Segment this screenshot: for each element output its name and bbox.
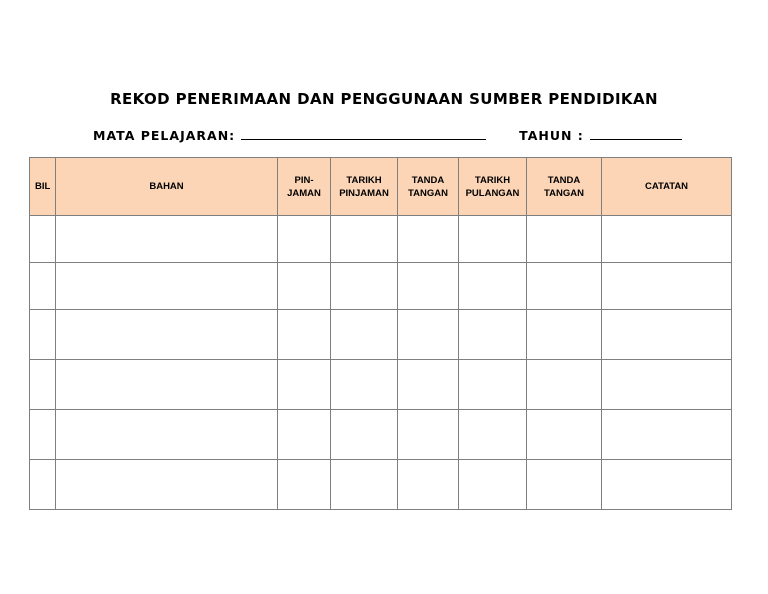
cell-tarikh-pinjaman[interactable] (331, 360, 398, 410)
header-bahan: BAHAN (56, 158, 278, 216)
table-row (30, 460, 732, 510)
cell-tanda-tangan-2[interactable] (527, 360, 602, 410)
cell-tanda-tangan-1[interactable] (398, 263, 459, 310)
table-row (30, 360, 732, 410)
table-row (30, 216, 732, 263)
cell-catatan[interactable] (602, 460, 732, 510)
table-row (30, 410, 732, 460)
cell-bahan[interactable] (56, 310, 278, 360)
table-header-row (30, 158, 732, 216)
cell-tarikh-pinjaman[interactable] (331, 410, 398, 460)
cell-pinjaman[interactable] (278, 410, 331, 460)
cell-pinjaman[interactable] (278, 216, 331, 263)
cell-tanda-tangan-2[interactable] (527, 460, 602, 510)
cell-tarikh-pinjaman[interactable] (331, 460, 398, 510)
cell-tanda-tangan-2[interactable] (527, 216, 602, 263)
subject-blank-field[interactable] (241, 127, 486, 140)
document-title: REKOD PENERIMAAN DAN PENGGUNAAN SUMBER PENDIDIKAN (110, 90, 658, 108)
header-tanda-tangan-2: TANDA TANGAN (527, 158, 602, 216)
cell-tarikh-pulangan[interactable] (459, 263, 527, 310)
header-tarikh-pinjaman: TARIKH PINJAMAN (331, 158, 398, 216)
cell-pinjaman[interactable] (278, 360, 331, 410)
subject-label: MATA PELAJARAN: (93, 128, 236, 143)
cell-tanda-tangan-1[interactable] (398, 360, 459, 410)
cell-bil[interactable] (30, 263, 56, 310)
form-meta-line (93, 127, 682, 143)
cell-catatan[interactable] (602, 263, 732, 310)
record-table (29, 157, 732, 510)
cell-catatan[interactable] (602, 410, 732, 460)
cell-tarikh-pulangan[interactable] (459, 310, 527, 360)
cell-tarikh-pinjaman[interactable] (331, 310, 398, 360)
cell-tanda-tangan-1[interactable] (398, 410, 459, 460)
cell-tarikh-pulangan[interactable] (459, 410, 527, 460)
cell-bahan[interactable] (56, 460, 278, 510)
table-body (30, 216, 732, 510)
header-catatan: CATATAN (602, 158, 732, 216)
cell-tanda-tangan-2[interactable] (527, 410, 602, 460)
cell-bil[interactable] (30, 216, 56, 263)
header-bil: BIL (30, 158, 56, 216)
cell-pinjaman[interactable] (278, 263, 331, 310)
cell-bahan[interactable] (56, 410, 278, 460)
cell-tarikh-pulangan[interactable] (459, 216, 527, 263)
cell-catatan[interactable] (602, 360, 732, 410)
header-tarikh-pulangan: TARIKH PULANGAN (459, 158, 527, 216)
cell-tanda-tangan-1[interactable] (398, 460, 459, 510)
cell-bil[interactable] (30, 360, 56, 410)
cell-bil[interactable] (30, 310, 56, 360)
cell-tanda-tangan-1[interactable] (398, 310, 459, 360)
cell-bahan[interactable] (56, 263, 278, 310)
header-pinjaman: PIN- JAMAN (278, 158, 331, 216)
cell-bil[interactable] (30, 460, 56, 510)
cell-tarikh-pinjaman[interactable] (331, 216, 398, 263)
header-tanda-tangan-1: TANDA TANGAN (398, 158, 459, 216)
table-row (30, 263, 732, 310)
cell-catatan[interactable] (602, 310, 732, 360)
cell-tanda-tangan-2[interactable] (527, 310, 602, 360)
year-label: TAHUN : (519, 128, 584, 143)
cell-tarikh-pulangan[interactable] (459, 360, 527, 410)
table-row (30, 310, 732, 360)
cell-bil[interactable] (30, 410, 56, 460)
cell-tarikh-pulangan[interactable] (459, 460, 527, 510)
cell-pinjaman[interactable] (278, 460, 331, 510)
cell-catatan[interactable] (602, 216, 732, 263)
cell-tarikh-pinjaman[interactable] (331, 263, 398, 310)
cell-bahan[interactable] (56, 360, 278, 410)
year-blank-field[interactable] (590, 127, 682, 140)
cell-bahan[interactable] (56, 216, 278, 263)
cell-tanda-tangan-2[interactable] (527, 263, 602, 310)
cell-tanda-tangan-1[interactable] (398, 216, 459, 263)
cell-pinjaman[interactable] (278, 310, 331, 360)
